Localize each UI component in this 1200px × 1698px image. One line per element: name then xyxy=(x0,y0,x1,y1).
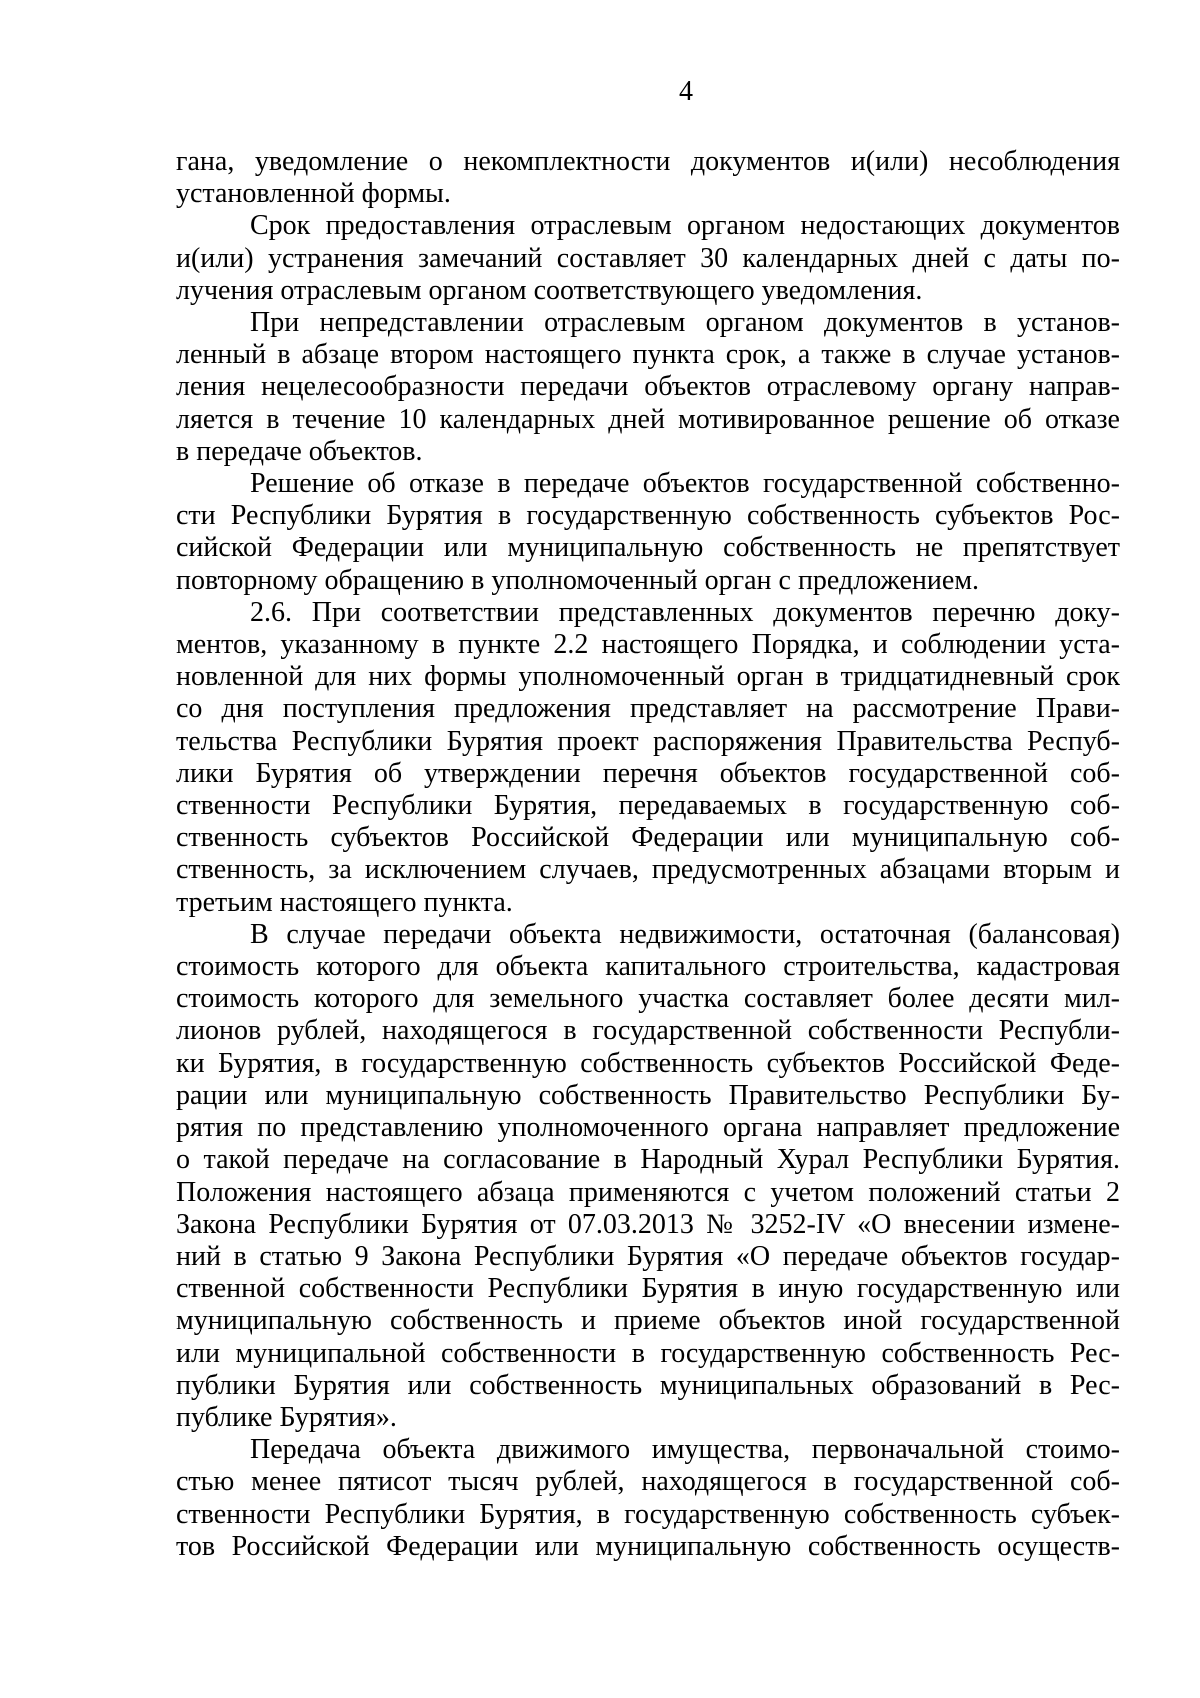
document-body xyxy=(176,146,1120,1563)
text-line: рятия по представлению уполномоченного органа направляет предложение xyxy=(176,1112,1120,1144)
text-line: При непредставлении отраслевым органом документов в установ- xyxy=(250,307,1120,339)
text-line: ственности Республики Бурятия, в государственную собственность субъек- xyxy=(176,1498,1120,1530)
text-line: тов Российской Федерации или муниципальную собственность осуществ- xyxy=(176,1530,1120,1562)
text-line: лионов рублей, находящегося в государственной собственности Республи- xyxy=(176,1015,1120,1047)
text-line: сти Республики Бурятия в государственную собственность субъектов Рос- xyxy=(176,500,1120,532)
paragraph xyxy=(176,919,1120,1434)
paragraph xyxy=(176,307,1120,468)
text-line: муниципальную собственность и приеме объектов иной государственной xyxy=(176,1305,1120,1337)
text-line: сийской Федерации или муниципальную собственность не препятствует xyxy=(176,532,1120,564)
text-line: в передаче объектов. xyxy=(176,435,423,467)
text-line: 2.6. При соответствии представленных документов перечню доку- xyxy=(250,596,1120,628)
text-line: ментов, указанному в пункте 2.2 настоящего Порядка, и соблюдении уста- xyxy=(176,629,1120,661)
text-line: ляется в течение 10 календарных дней мотивированное решение об отказе xyxy=(176,403,1120,435)
text-line: или муниципальной собственности в государственную собственность Рес- xyxy=(176,1337,1120,1369)
text-line: лучения отраслевым органом соответствующего уведомления. xyxy=(176,274,923,306)
text-line: ний в статью 9 Закона Республики Бурятия «О передаче объектов государ- xyxy=(176,1240,1120,1272)
text-line: публики Бурятия или собственность муниципальных образований в Рес- xyxy=(176,1369,1120,1401)
text-line: Срок предоставления отраслевым органом недостающих документов xyxy=(250,210,1120,242)
text-line: ственность, за исключением случаев, предусмотренных абзацами вторым и xyxy=(176,854,1120,886)
text-line: стоимость которого для объекта капитального строительства, кадастровая xyxy=(176,951,1120,983)
text-line: В случае передачи объекта недвижимости, остаточная (балансовая) xyxy=(250,918,1120,950)
text-line: установленной формы. xyxy=(176,178,451,210)
text-line: Положения настоящего абзаца применяются с учетом положений статьи 2 xyxy=(176,1176,1120,1208)
text-line: ственности Республики Бурятия, передаваемых в государственную соб- xyxy=(176,790,1120,822)
text-line: ки Бурятия, в государственную собственность субъектов Российской Феде- xyxy=(176,1047,1120,1079)
text-line: и(или) устранения замечаний составляет 30 календарных дней с даты по- xyxy=(176,242,1120,274)
paragraph xyxy=(176,468,1120,597)
text-line: гана, уведомление о некомплектности документов и(или) несоблюдения xyxy=(176,146,1120,177)
text-line: ления нецелесообразности передачи объектов отраслевому органу направ- xyxy=(176,371,1120,403)
text-line: ственной собственности Республики Бурятия в иную государственную или xyxy=(176,1273,1120,1305)
text-line: рации или муниципальную собственность Правительство Республики Бу- xyxy=(176,1079,1120,1111)
text-line: Решение об отказе в передаче объектов государственной собственно- xyxy=(250,468,1120,500)
text-line: стоимость которого для земельного участка составляет более десяти мил- xyxy=(176,983,1120,1015)
text-line: Закона Республики Бурятия от 07.03.2013 № 3252-IV «О внесении измене- xyxy=(176,1208,1120,1240)
text-line: публике Бурятия». xyxy=(176,1401,397,1433)
page-number: 4 xyxy=(679,76,693,107)
text-line: третьим настоящего пункта. xyxy=(176,886,513,918)
text-line: повторному обращению в уполномоченный орган с предложением. xyxy=(176,564,980,596)
text-line: ленный в абзаце втором настоящего пункта срок, а также в случае установ- xyxy=(176,339,1120,371)
text-line: стью менее пятисот тысяч рублей, находящегося в государственной соб- xyxy=(176,1466,1120,1498)
paragraph xyxy=(176,210,1120,307)
text-line: ственность субъектов Российской Федерации или муниципальную соб- xyxy=(176,822,1120,854)
paragraph xyxy=(176,146,1120,210)
text-line: лики Бурятия об утверждении перечня объектов государственной соб- xyxy=(176,757,1120,789)
paragraph xyxy=(176,597,1120,919)
text-line: о такой передаче на согласование в Народный Хурал Республики Бурятия. xyxy=(176,1144,1120,1176)
text-line: новленной для них формы уполномоченный орган в тридцатидневный срок xyxy=(176,661,1120,693)
text-line: тельства Республики Бурятия проект распоряжения Правительства Респуб- xyxy=(176,725,1120,757)
text-line: со дня поступления предложения представляет на рассмотрение Прави- xyxy=(176,693,1120,725)
paragraph xyxy=(176,1434,1120,1563)
text-line: Передача объекта движимого имущества, первоначальной стоимо- xyxy=(250,1434,1120,1466)
